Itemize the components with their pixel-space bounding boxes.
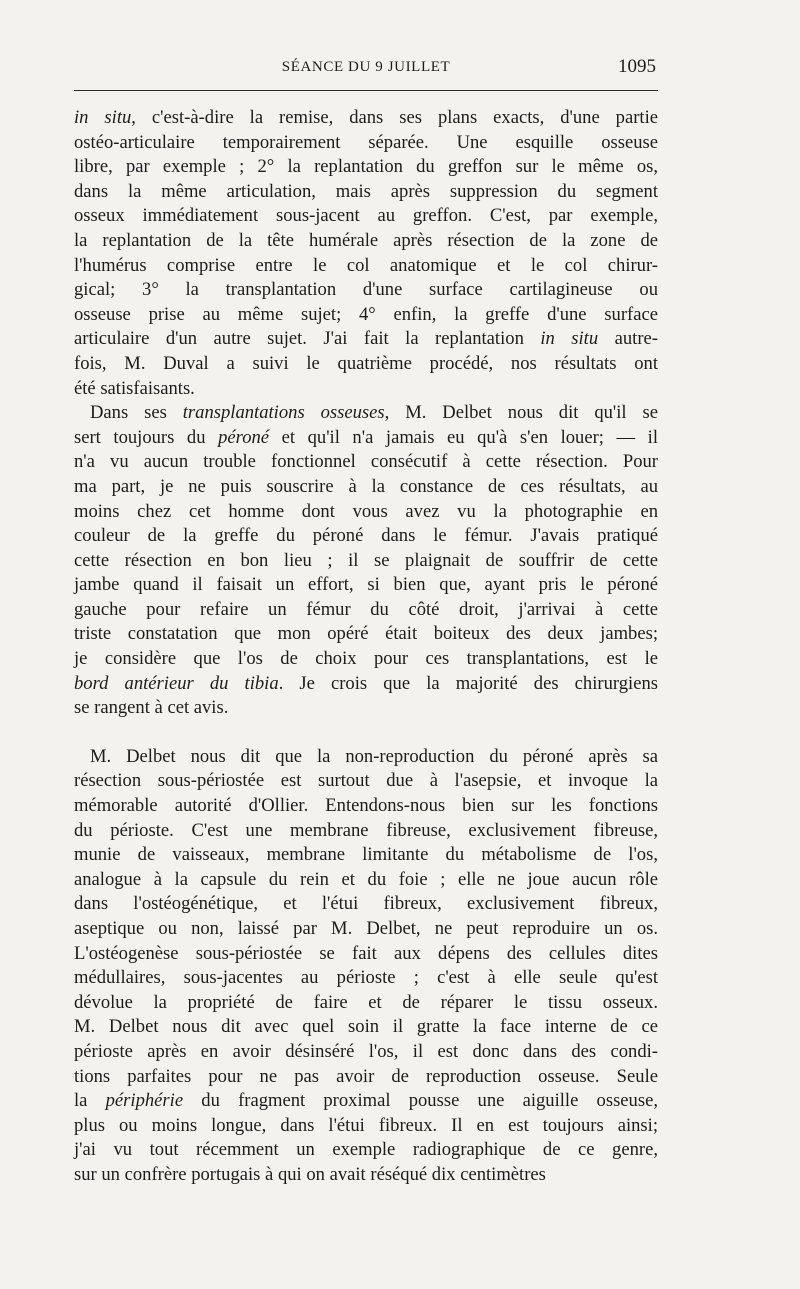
text-line: munie de vaisseaux, membrane limitante du métabolisme de l'os, — [74, 844, 658, 866]
paragraph-gap — [74, 721, 658, 745]
text-line: du périoste. C'est une membrane fibreuse, exclusivement fibreuse, — [74, 819, 658, 841]
text-line: résection sous-périostée est surtout due à l'asepsie, et invoque la — [74, 770, 658, 792]
text-line: la périphérie du fragment proximal pousse une aiguille osseuse, — [74, 1090, 658, 1112]
text-line: tions parfaites pour ne pas avoir de reproduction osseuse. Seule — [74, 1065, 658, 1087]
text-line: l'humérus comprise entre le col anatomique et le col chirur- — [74, 254, 658, 276]
text-line: M. Delbet nous dit que la non-reproduction du péroné après sa — [90, 745, 658, 767]
text-line: L'ostéogenèse sous-périostée se fait aux dépens des cellules dites — [74, 942, 658, 964]
text-line: libre, par exemple ; 2° la replantation du greffon sur le même os, — [74, 156, 658, 178]
text-line: fois, M. Duval a suivi le quatrième procédé, nos résultats ont — [74, 352, 658, 374]
text-line: n'a vu aucun trouble fonctionnel consécutif à cette résection. Pour — [74, 451, 658, 473]
text-line: moins chez cet homme dont vous avez vu la photographie en — [74, 500, 658, 522]
text-line: aseptique ou non, laissé par M. Delbet, ne peut reproduire un os. — [74, 918, 658, 939]
text-line: se rangent à cet avis. — [74, 697, 229, 719]
running-title: SÉANCE DU 9 JUILLET — [281, 59, 451, 75]
text-line: j'ai vu tout récemment un exemple radiographique de ce genre, — [74, 1139, 658, 1161]
text-line: Dans ses transplantations osseuses, M. Delbet nous dit qu'il se — [90, 402, 658, 424]
text-line: ma part, je ne puis souscrire à la constance de ces résultats, au — [74, 475, 658, 497]
text-line: plus ou moins longue, dans l'étui fibreux. Il en est toujours ainsi; — [74, 1114, 658, 1136]
text-line: sert toujours du péroné et qu'il n'a jamais eu qu'à s'en louer; — il — [74, 426, 658, 448]
header-rule — [74, 90, 658, 91]
text-line: articulaire d'un autre sujet. J'ai fait la replantation in situ autre- — [74, 328, 658, 350]
paragraph — [74, 401, 658, 721]
text-line: la replantation de la tête humérale après résection de la zone de — [74, 229, 658, 251]
text-line: je considère que l'os de choix pour ces transplantations, est le — [74, 648, 658, 670]
text-line: dans l'ostéogénétique, et l'étui fibreux, exclusivement fibreux, — [74, 893, 658, 915]
text-line: cette résection en bon lieu ; il se plaignait de souffrir de cette — [74, 549, 658, 571]
text-line: triste constatation que mon opéré était boiteux des deux jambes; — [74, 623, 658, 645]
text-line: dans la même articulation, mais après suppression du segment — [74, 180, 658, 202]
text-line: in situ, c'est-à-dire la remise, dans ses plans exacts, d'une partie — [74, 107, 658, 128]
text-line: gauche pour refaire un fémur du côté droit, j'arrivai à cette — [74, 598, 658, 620]
text-line: M. Delbet nous dit avec quel soin il gratte la face interne de ce — [74, 1016, 658, 1038]
paragraph — [74, 745, 658, 1188]
text-line: bord antérieur du tibia. Je crois que la majorité des chirurgiens — [74, 672, 658, 694]
page-number: 1095 — [618, 56, 656, 77]
text-line: couleur de la greffe du péroné dans le fémur. J'avais pratiqué — [74, 525, 658, 547]
running-header — [74, 56, 658, 86]
text-line: dévolue la propriété de faire et de réparer le tissu osseux. — [74, 991, 658, 1013]
text-line: jambe quand il faisait un effort, si bien que, ayant pris le péroné — [74, 574, 658, 596]
text-line: ostéo-articulaire temporairement séparée. Une esquille osseuse — [74, 131, 658, 153]
text-line: mémorable autorité d'Ollier. Entendons-nous bien sur les fonctions — [74, 795, 658, 817]
paragraph — [74, 106, 658, 401]
text-line: médullaires, sous-jacentes au périoste ; c'est à elle seule qu'est — [74, 967, 658, 989]
text-line: gical; 3° la transplantation d'une surface cartilagineuse ou — [74, 279, 658, 301]
text-line: analogue à la capsule du rein et du foie ; elle ne joue aucun rôle — [74, 868, 658, 890]
text-line: sur un confrère portugais à qui on avait réséqué dix centimètres — [74, 1163, 546, 1185]
text-line: osseux immédiatement sous-jacent au greffon. C'est, par exemple, — [74, 205, 658, 227]
text-line: osseuse prise au même sujet; 4° enfin, la greffe d'une surface — [74, 303, 658, 325]
text-line: été satisfaisants. — [74, 377, 195, 399]
text-body — [74, 106, 658, 1188]
text-line: périoste après en avoir désinséré l'os, il est donc dans des condi- — [74, 1040, 658, 1062]
